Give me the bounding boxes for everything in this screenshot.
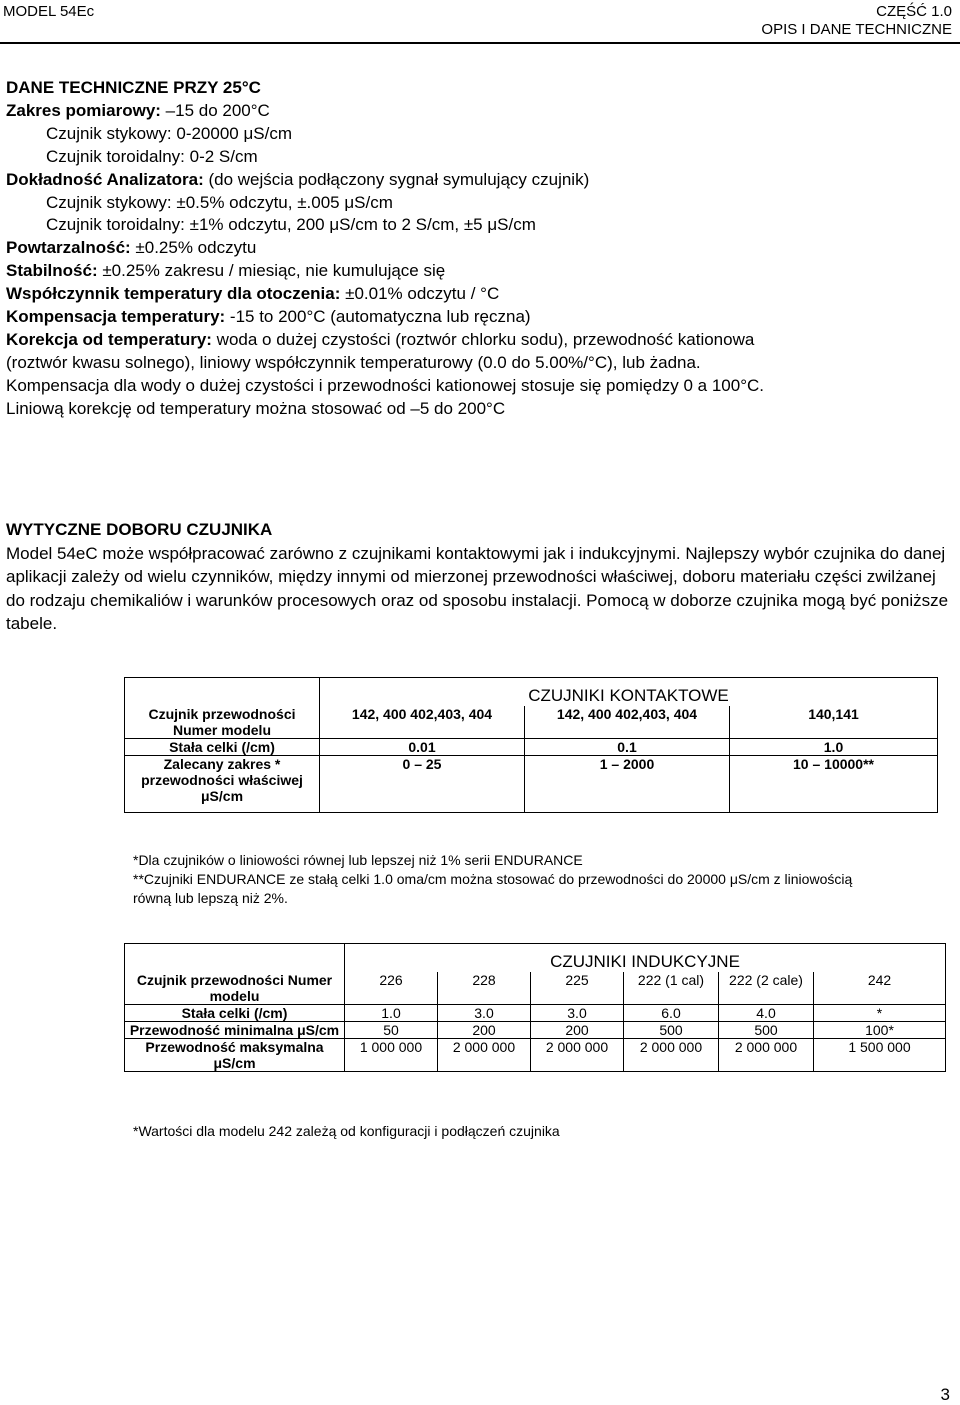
spec-accuracy-contact: Czujnik stykowy: ±0.5% odczytu, ±.005 μS/cm xyxy=(46,192,393,212)
header-section: OPIS I DANE TECHNICZNE xyxy=(761,21,952,38)
spec-range-label: Zakres pomiarowy: xyxy=(6,100,161,120)
contact-range-3: 10 – 10000** xyxy=(730,756,938,813)
inductive-max-1: 1 000 000 xyxy=(345,1039,438,1072)
inductive-max-2: 2 000 000 xyxy=(438,1039,531,1072)
spec-range xyxy=(6,100,956,123)
spec-tempcorr-value: woda o dużej czystości (roztwór chlorku sodu), przewodność kationowa xyxy=(211,329,755,349)
inductive-min-4: 500 xyxy=(624,1022,719,1039)
contact-table-notes xyxy=(133,851,893,908)
contact-model-1: 142, 400 402,403, 404 xyxy=(320,706,525,739)
spec-tempcorr-label: Korekcja od temperatury: xyxy=(6,329,212,349)
contact-sensors-table xyxy=(124,677,938,813)
selection-title: WYTYCZNE DOBORU CZUJNIKA xyxy=(6,520,273,539)
note-double-star: **Czujniki ENDURANCE ze stałą celki 1.0 oma/cm można stosować do przewodności do 20000 μS/cm z liniowością równą lub lepszą niż 2%. xyxy=(133,871,853,906)
header-model: MODEL 54Ec xyxy=(3,3,95,20)
inductive-model-5: 222 (2 cale) xyxy=(719,972,814,1005)
spec-note1: Kompensacja dla wody o dużej czystości i przewodności kationowej stosuje się pomiędzy 0 a 100°C. xyxy=(6,375,765,395)
contact-model-3: 140,141 xyxy=(730,706,938,739)
header-part: CZĘŚĆ 1.0 xyxy=(876,3,952,20)
contact-cell-2: 0.1 xyxy=(525,739,730,756)
inductive-model-3: 225 xyxy=(531,972,624,1005)
inductive-max-6: 1 500 000 xyxy=(814,1039,946,1072)
inductive-cell-label: Stała celki (/cm) xyxy=(125,1005,345,1022)
contact-cell-label: Stała celki (/cm) xyxy=(125,739,320,756)
spec-tempcomp-label: Kompensacja temperatury: xyxy=(6,307,226,327)
spec-repeatability xyxy=(6,237,956,260)
inductive-min-1: 50 xyxy=(345,1022,438,1039)
spec-range-value: –15 do 200°C xyxy=(160,100,270,120)
note-star: *Dla czujników o liniowości równej lub lepszej niż 1% serii ENDURANCE xyxy=(133,852,583,868)
selection-text: Model 54eC może współpracować zarówno z czujnikami kontaktowymi jak i indukcyjnymi. Najlepszy wybór czujnika do danej aplikacji zależy od wielu czynników, między innymi od mierzonej przewodności właściwej, doboru materiału części zwilżanej do rodzaju chemikaliów i warunków procesowych oraz od sposobu instalacji. Pomocą w doborze czujnika mogą być poniższe tabele. xyxy=(6,543,949,633)
contact-range-2: 1 – 2000 xyxy=(525,756,730,813)
contact-range-1: 0 – 25 xyxy=(320,756,525,813)
spec-accuracy-value: (do wejścia podłączony sygnał symulujący czujnik) xyxy=(203,169,590,189)
inductive-max-3: 2 000 000 xyxy=(531,1039,624,1072)
selection-section xyxy=(6,518,956,636)
spec-stability xyxy=(6,260,956,283)
inductive-sensors-table xyxy=(124,943,946,1072)
inductive-model-4: 222 (1 cal) xyxy=(624,972,719,1005)
contact-model-label: Czujnik przewodności Numer modelu xyxy=(125,706,320,739)
contact-model-2: 142, 400 402,403, 404 xyxy=(525,706,730,739)
inductive-cell-2: 3.0 xyxy=(438,1005,531,1022)
spec-repeat-value: ±0.25% odczytu xyxy=(130,238,257,258)
spec-tempcorr-cont: (roztwór kwasu solnego), liniowy współczynnik temperaturowy (0.0 do 5.00%/°C), lub żadna. xyxy=(6,352,701,372)
inductive-cell-4: 6.0 xyxy=(624,1005,719,1022)
spec-accuracy-label: Dokładność Analizatora: xyxy=(6,169,204,189)
inductive-cell-1: 1.0 xyxy=(345,1005,438,1022)
inductive-cell-5: 4.0 xyxy=(719,1005,814,1022)
spec-tempcomp-value: -15 to 200°C (automatyczna lub ręczna) xyxy=(225,307,531,327)
contact-cell-3: 1.0 xyxy=(730,739,938,756)
spec-toroidal-range: Czujnik toroidalny: 0-2 S/cm xyxy=(46,146,258,166)
inductive-min-3: 200 xyxy=(531,1022,624,1039)
spec-accuracy-toroidal: Czujnik toroidalny: ±1% odczytu, 200 μS/cm to 2 S/cm, ±5 μS/cm xyxy=(46,215,536,235)
contact-range-label: Zalecany zakres * przewodności właściwej μS/cm xyxy=(125,756,320,813)
inductive-max-4: 2 000 000 xyxy=(624,1039,719,1072)
spec-section xyxy=(6,77,956,421)
inductive-min-label: Przewodność minimalna μS/cm xyxy=(125,1022,345,1039)
contact-cell-1: 0.01 xyxy=(320,739,525,756)
page-number: 3 xyxy=(940,1385,950,1404)
spec-stability-value: ±0.25% zakresu / miesiąc, nie kumulujące się xyxy=(97,261,446,281)
spec-tempco xyxy=(6,283,956,306)
spec-repeat-label: Powtarzalność: xyxy=(6,238,131,258)
inductive-table-caption: CZUJNIKI INDUKCYJNE xyxy=(345,944,946,973)
table-corner xyxy=(125,678,320,707)
inductive-cell-3: 3.0 xyxy=(531,1005,624,1022)
inductive-max-label: Przewodność maksymalna μS/cm xyxy=(125,1039,345,1072)
inductive-max-5: 2 000 000 xyxy=(719,1039,814,1072)
inductive-min-6: 100* xyxy=(814,1022,946,1039)
inductive-table-note: *Wartości dla modelu 242 zależą od konfiguracji i podłączeń czujnika xyxy=(133,1123,560,1139)
inductive-model-2: 228 xyxy=(438,972,531,1005)
spec-stability-label: Stabilność: xyxy=(6,261,98,281)
contact-table-caption: CZUJNIKI KONTAKTOWE xyxy=(320,678,938,707)
spec-tempcomp xyxy=(6,306,956,329)
table-corner xyxy=(125,944,345,973)
spec-accuracy xyxy=(6,169,956,192)
spec-tempcorr xyxy=(6,329,956,352)
spec-contact-range: Czujnik stykowy: 0-20000 μS/cm xyxy=(46,123,292,143)
inductive-model-label: Czujnik przewodności Numer modelu xyxy=(125,972,345,1005)
spec-tempco-value: ±0.01% odczytu / °C xyxy=(340,284,500,304)
spec-note2: Liniową korekcję od temperatury można stosować od –5 do 200°C xyxy=(6,398,506,418)
inductive-min-2: 200 xyxy=(438,1022,531,1039)
inductive-model-1: 226 xyxy=(345,972,438,1005)
inductive-min-5: 500 xyxy=(719,1022,814,1039)
header-rule xyxy=(0,42,960,44)
inductive-model-6: 242 xyxy=(814,972,946,1005)
inductive-cell-6: * xyxy=(814,1005,946,1022)
spec-title: DANE TECHNICZNE PRZY 25°C xyxy=(6,78,261,97)
spec-tempco-label: Współczynnik temperatury dla otoczenia: xyxy=(6,284,341,304)
